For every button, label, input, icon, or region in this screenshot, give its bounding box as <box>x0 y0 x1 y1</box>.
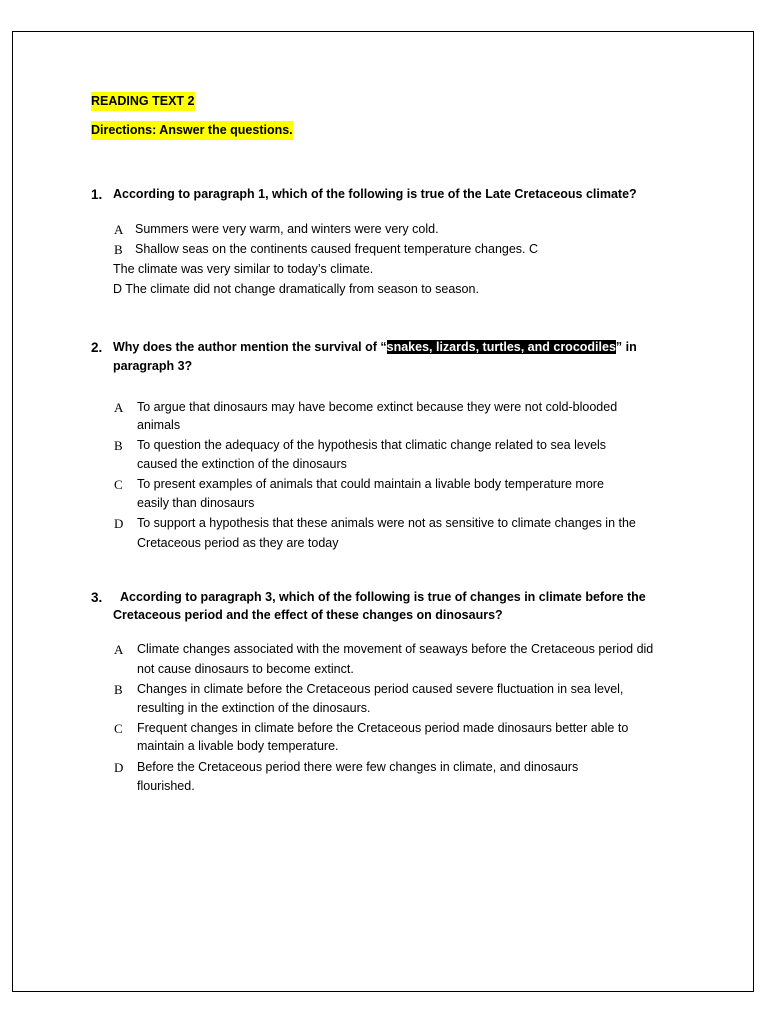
q2-option-b-letter: B <box>114 438 123 453</box>
q2-option-a-letter: A <box>114 400 124 415</box>
q2-option-a-line1: To argue that dinosaurs may have become extinct because they were not cold-blooded <box>137 400 618 414</box>
q2-option-d-line1: To support a hypothesis that these animals were not as sensitive to climate changes in the <box>137 516 636 530</box>
q3-option-d-letter: D <box>114 760 124 775</box>
question-2-highlight: snakes, lizards, turtles, and crocodiles <box>386 340 616 354</box>
q3-option-c-line2: maintain a livable body temperature. <box>137 739 339 753</box>
question-3-number: 3. <box>91 590 103 605</box>
q2-option-a-line2: animals <box>137 418 181 432</box>
question-1-number: 1. <box>91 187 103 202</box>
q3-option-c-line1: Frequent changes in climate before the Cretaceous period made dinosaurs better able to <box>137 721 629 735</box>
q2-option-d-line2: Cretaceous period as they are today <box>137 536 339 550</box>
q1-option-c-text: The climate was very similar to today’s climate. <box>113 262 374 276</box>
q1-option-a-text: Summers were very warm, and winters were very cold. <box>135 222 439 236</box>
q1-option-b-letter: B <box>114 242 123 257</box>
q1-option-a-letter: A <box>114 222 124 237</box>
directions-text: Directions: Answer the questions. <box>91 121 293 140</box>
q3-option-a-line2: not cause dinosaurs to become extinct. <box>137 662 354 676</box>
q3-option-d-line2: flourished. <box>137 779 195 793</box>
q2-option-b-line2: caused the extinction of the dinosaurs <box>137 457 347 471</box>
q3-option-b-line2: resulting in the extinction of the dinosaurs. <box>137 701 371 715</box>
q1-option-d-text: D The climate did not change dramatically from season to season. <box>113 282 479 296</box>
q2-option-d-letter: D <box>114 516 124 531</box>
q2-option-b-line1: To question the adequacy of the hypothesis that climatic change related to sea levels <box>137 438 607 452</box>
question-2-text-line2: paragraph 3? <box>113 359 193 373</box>
question-3-text-line1: According to paragraph 3, which of the following is true of changes in climate before the <box>120 590 646 604</box>
question-2-post: ” in <box>615 340 637 354</box>
question-2-pre: Why does the author mention the survival of “ <box>113 340 387 354</box>
q3-option-c-letter: C <box>114 721 123 736</box>
document-page <box>12 31 754 992</box>
question-3-text-line2: Cretaceous period and the effect of these changes on dinosaurs? <box>113 608 503 622</box>
q2-option-c-line1: To present examples of animals that could maintain a livable body temperature more <box>137 477 604 491</box>
q3-option-b-letter: B <box>114 682 123 697</box>
q2-option-c-letter: C <box>114 477 123 492</box>
question-2-number: 2. <box>91 340 103 355</box>
reading-heading: READING TEXT 2 <box>91 92 195 111</box>
q2-option-c-line2: easily than dinosaurs <box>137 496 255 510</box>
question-1-text: According to paragraph 1, which of the following is true of the Late Cretaceous climate? <box>113 187 637 201</box>
question-2-text <box>113 338 637 357</box>
q1-option-b-text: Shallow seas on the continents caused frequent temperature changes. C <box>135 242 539 256</box>
q3-option-d-line1: Before the Cretaceous period there were few changes in climate, and dinosaurs <box>137 760 579 774</box>
q3-option-a-letter: A <box>114 642 124 657</box>
q3-option-a-line1: Climate changes associated with the movement of seaways before the Cretaceous period did <box>137 642 654 656</box>
q3-option-b-line1: Changes in climate before the Cretaceous period caused severe fluctuation in sea level, <box>137 682 624 696</box>
